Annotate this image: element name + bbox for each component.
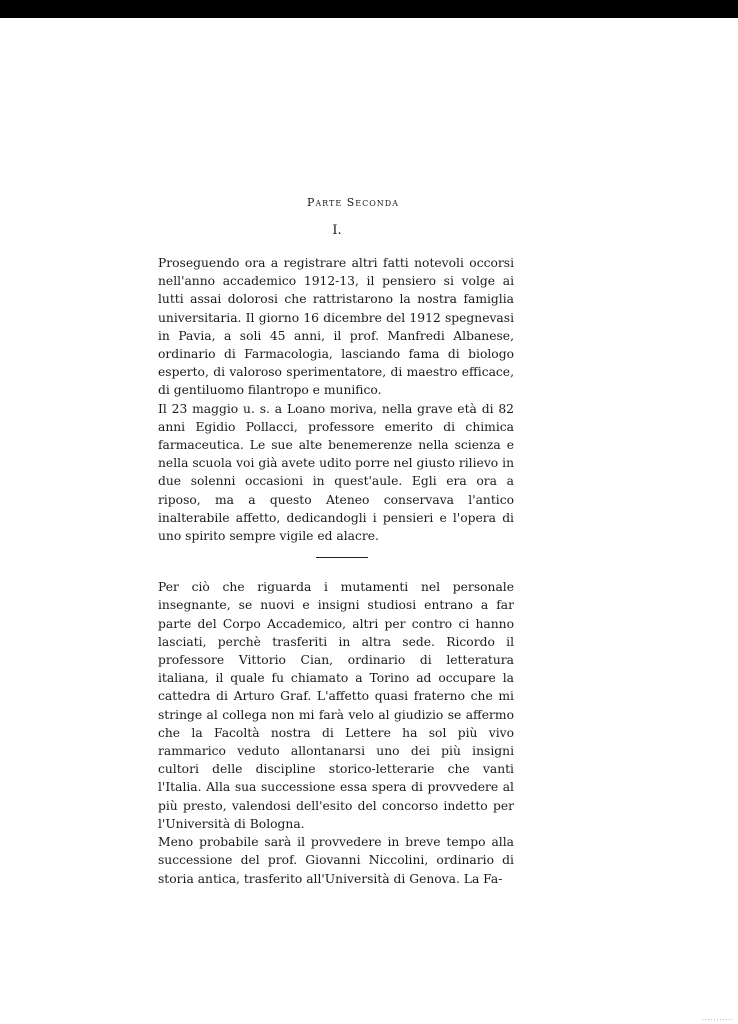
paragraph-niccolini: Meno probabile sarà il provvedere in breve tempo alla successione del prof. Giovanni Niccolini, ordinario di storia antica, trasferito all'Università di Genova. La Fa-	[158, 835, 514, 886]
paragraph-pollacci: Il 23 maggio u. s. a Loano moriva, nella grave età di 82 anni Egidio Pollacci, professore emerito di chimica farmaceutica. Le sue alte benemerenze nella scienza e nella scuola voi già avete udito porre nel giusto rilievo in due solenni occasioni in quest'aule. Egli era ora a riposo, ma a questo Ateneo conservava l'antico inalterabile affetto, dedicandogli i pensieri e l'opera di uno spirito sempre vigile ed alacre.	[158, 401, 514, 544]
document-page	[158, 196, 514, 888]
scan-top-border	[0, 0, 738, 18]
paragraph-cian: Per ciò che riguarda i mutamenti nel personale insegnante, se nuovi e insigni studiosi entrano a far parte del Corpo Accademico, altri per contro ci hanno lasciati, perchè trasferiti in altra sede. Ricordo il professore Vittorio Cian, ordinario di letteratura italiana, il quale fu chiamato a Torino ad occupare la cattedra di Arturo Graf. L'affetto quasi fraterno che mi stringe al collega non mi farà velo al giudizio se affermo che la Facoltà nostra di Lettere ha sol più vivo rammarico veduto allontanarsi uno dei più insigni cultori delle discipline storico-letterarie che vanti l'Italia. Alla sua successione essa spera di provvedere al più presto, valendosi dell'esito del concorso indetto per l'Università di Bologna.	[158, 580, 514, 831]
spacer	[158, 558, 514, 578]
section-divider	[316, 557, 368, 558]
paragraph-albanese: Proseguendo ora a registrare altri fatti notevoli occorsi nell'anno accademico 1912-13, il pensiero si volge ai lutti assai dolorosi che rattristarono la nostra famiglia universitaria. Il giorno 16 dicembre del 1912 spegnevasi in Pavia, a soli 45 anni, il prof. Manfredi Albanese, ordinario di Farmacologia, lasciando fama di biologo esperto, di valoroso sperimentatore, di maestro efficace, di gentiluomo filantropo e munifico.	[158, 256, 514, 398]
section-number: I.	[332, 223, 342, 238]
scan-marker: ...........	[702, 1015, 734, 1022]
part-title: Parte Seconda	[307, 196, 399, 209]
